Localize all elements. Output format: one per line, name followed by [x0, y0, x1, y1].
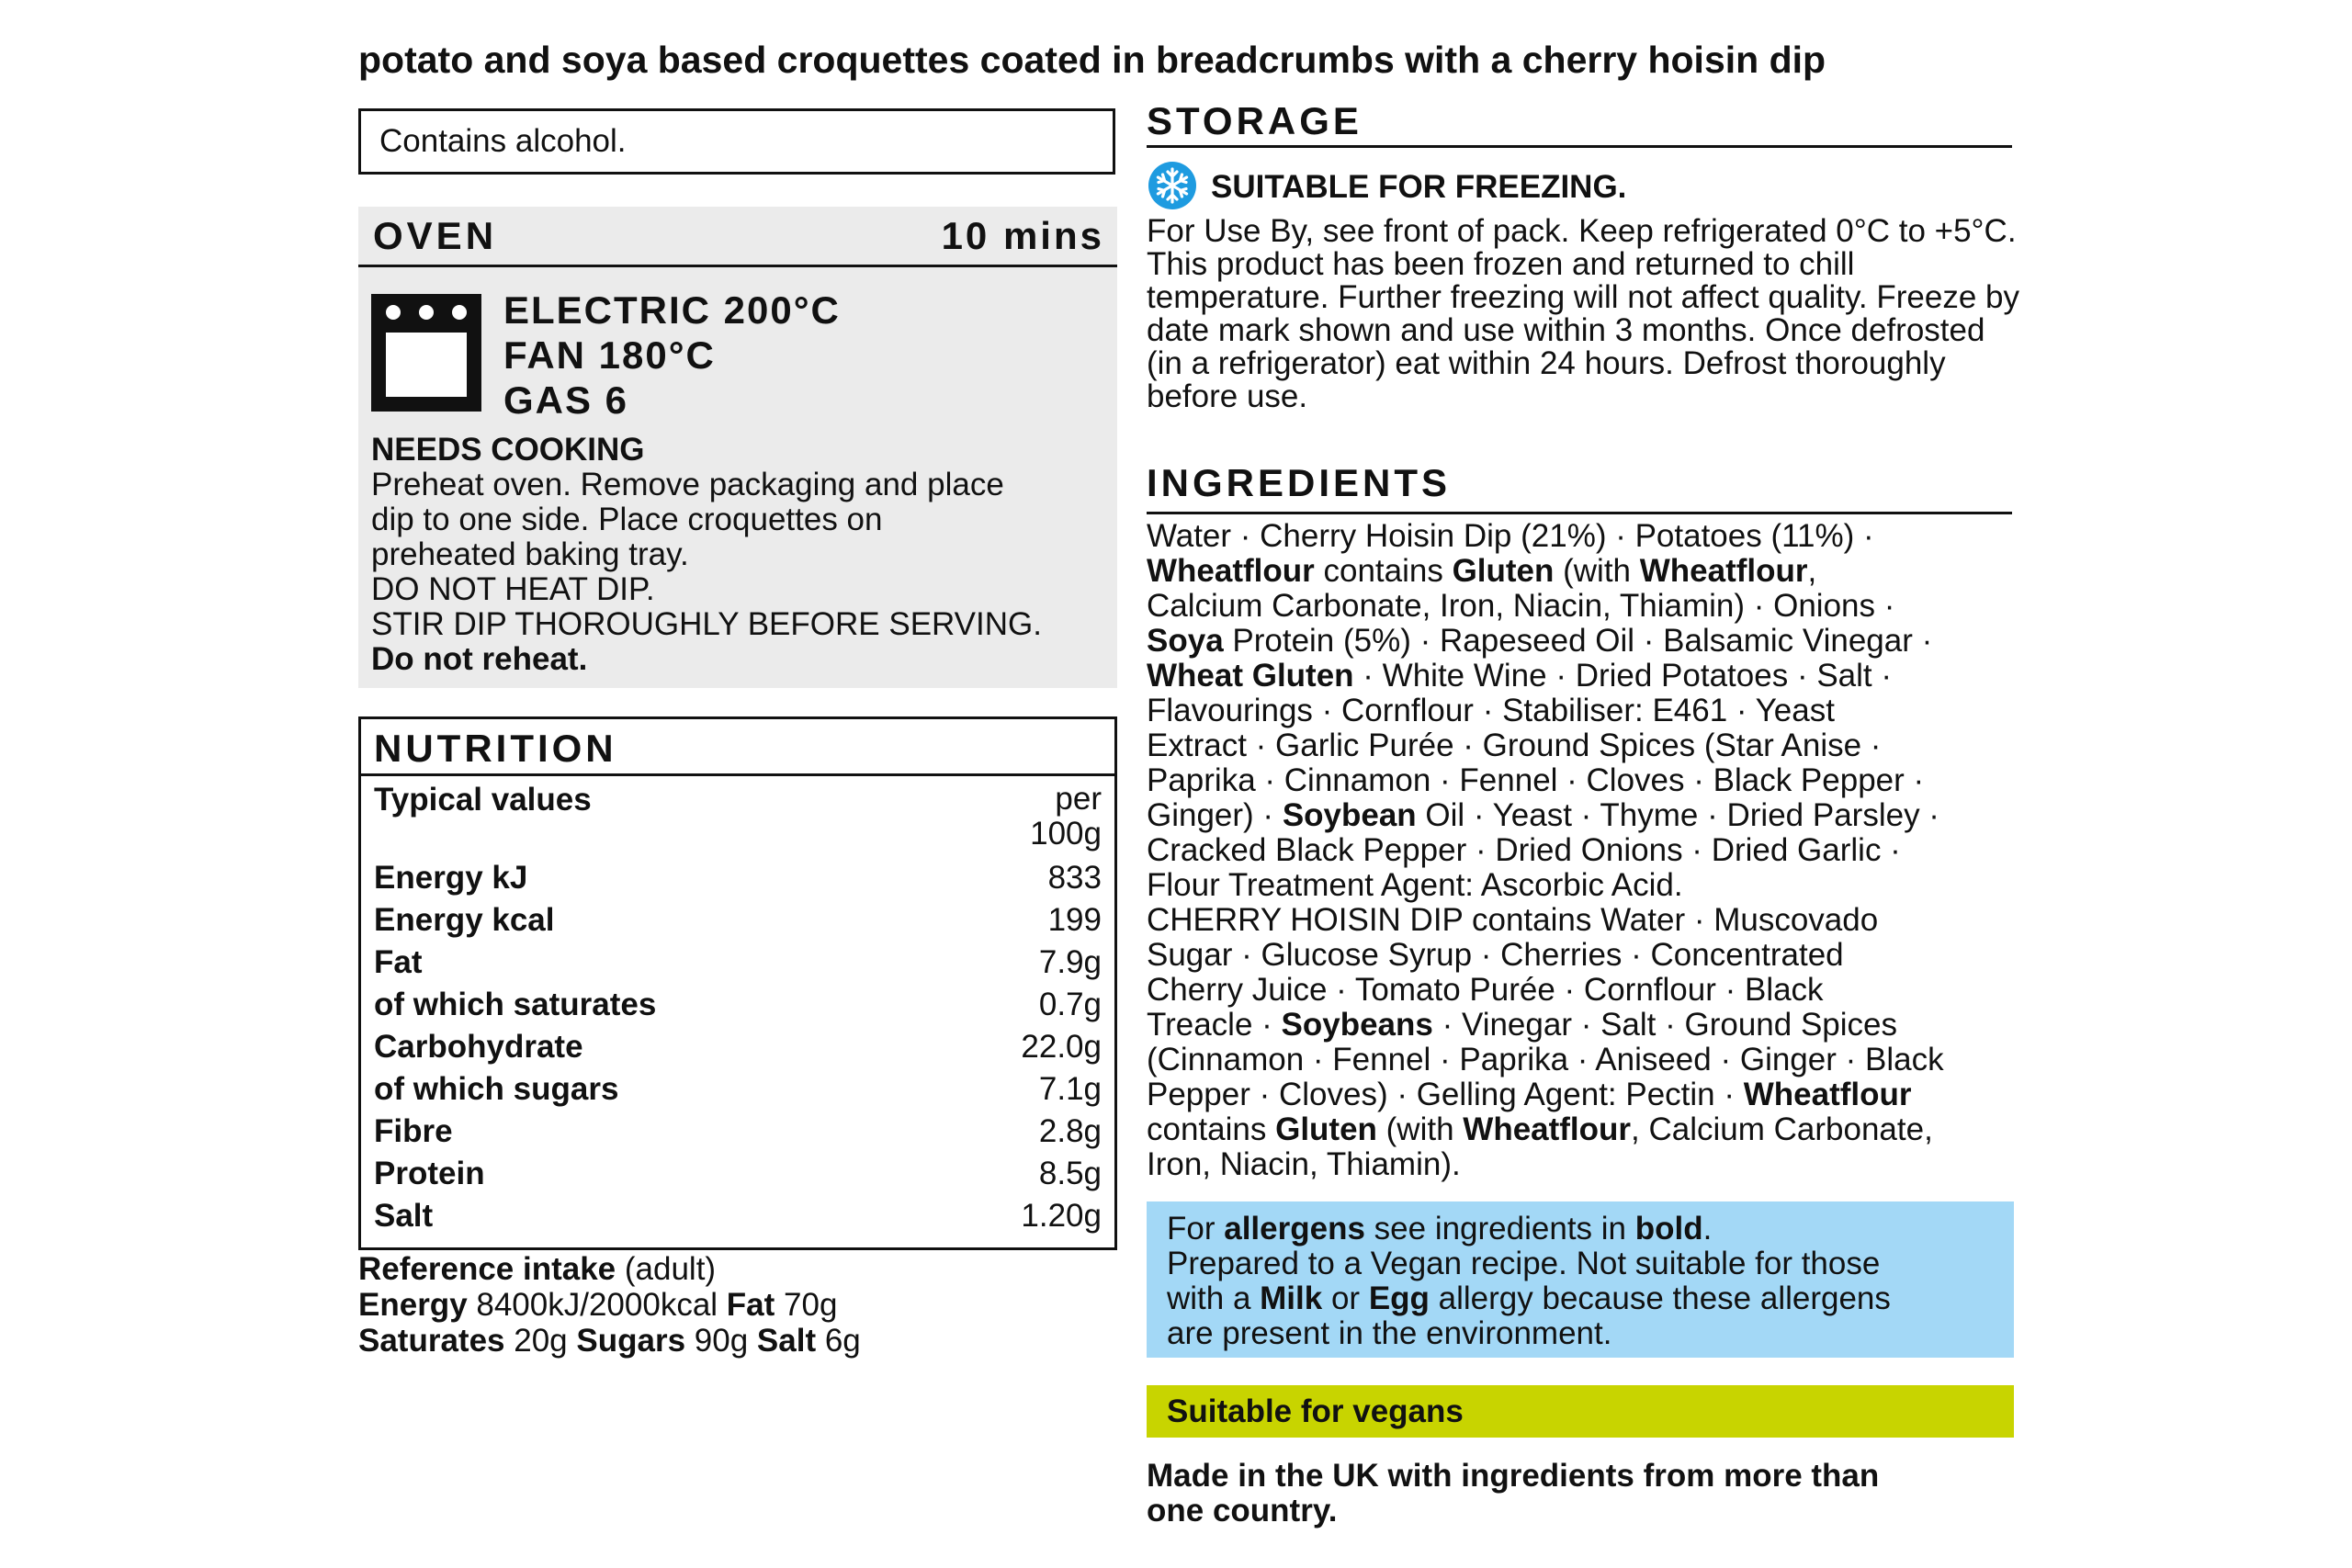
ref-label: Saturates [358, 1323, 505, 1359]
origin-statement [1147, 1459, 1879, 1529]
nutrition-heading: NUTRITION [374, 727, 617, 770]
allergen-text: Soybean [1282, 797, 1417, 833]
nutrition-row [374, 1029, 1102, 1071]
gas-mark: GAS 6 [503, 378, 629, 422]
allergen-advice-text: Prepared to a Vegan recipe. Not suitable for those [1167, 1246, 1881, 1281]
allergen-text: Wheatflour [1463, 1111, 1632, 1147]
typical-values-label: Typical values [374, 782, 592, 818]
ingredient-text: Protein (5%) · Rapeseed Oil · Balsamic Vinegar · [1223, 623, 1933, 659]
nutrient-label: of which saturates [374, 987, 657, 1022]
per-100g-label [1030, 782, 1102, 852]
oven-temperatures [503, 288, 841, 423]
instruction-line: STIR DIP THOROUGHLY BEFORE SERVING. [371, 606, 1042, 642]
ingredient-text: Flour Treatment Agent: Ascorbic Acid. [1147, 867, 1683, 903]
allergen-text: Gluten [1452, 553, 1555, 589]
ingredient-text: Treacle · [1147, 1007, 1282, 1043]
allergen-advice-text: . [1702, 1211, 1713, 1247]
ingredient-text: contains [1314, 553, 1453, 589]
vegan-badge: Suitable for vegans [1147, 1385, 2014, 1438]
ref-text: 70g [775, 1287, 838, 1323]
100g-label: 100g [1030, 816, 1102, 852]
nutrient-label: Energy kcal [374, 902, 555, 938]
nutrient-label: Fat [374, 944, 423, 980]
ingredient-text: Pepper · Cloves) · Gelling Agent: Pectin · [1147, 1077, 1744, 1112]
ingredient-text: Ginger) · [1147, 797, 1283, 833]
nutrient-label: Salt [374, 1198, 434, 1234]
ref-label: Sugars [576, 1323, 686, 1359]
nutrient-value: 833 [1047, 860, 1102, 896]
nutrient-label: of which sugars [374, 1071, 619, 1107]
allergen-advice-text: or [1322, 1280, 1369, 1316]
ingredients-heading: INGREDIENTS [1147, 461, 2012, 514]
allergen-advice-box [1147, 1201, 2014, 1358]
nutrient-value: 2.8g [1038, 1113, 1102, 1149]
ref-text: 90g [685, 1323, 757, 1359]
ingredient-text: · Vinegar · Salt · Ground Spices [1432, 1007, 1898, 1043]
ingredient-text: , [1807, 553, 1817, 589]
nutrition-row [374, 1071, 1102, 1113]
ref-label: Fat [726, 1287, 775, 1323]
ingredient-text: Oil · Yeast · Thyme · Dried Parsley · [1416, 797, 1939, 833]
nutrition-row [374, 860, 1102, 902]
ingredient-text: · White Wine · Dried Potatoes · Salt · [1353, 658, 1893, 694]
ingredient-text: Cracked Black Pepper · Dried Onions · Dried Garlic · [1147, 832, 1901, 868]
ref-label: Salt [756, 1323, 817, 1359]
nutrient-label: Energy kJ [374, 860, 528, 896]
nutrient-value: 199 [1047, 902, 1102, 938]
allergen-text: Gluten [1275, 1111, 1377, 1147]
ingredient-text: Water · Cherry Hoisin Dip (21%) · Potatoes (11%) · [1147, 518, 1874, 554]
nutrition-row [374, 1156, 1102, 1198]
nutrient-value: 22.0g [1021, 1029, 1102, 1065]
nutrient-value: 8.5g [1038, 1156, 1102, 1191]
allergen-advice-bold: Milk [1260, 1280, 1323, 1316]
oven-label: OVEN [373, 214, 498, 257]
ingredient-text: contains [1147, 1111, 1276, 1147]
allergen-advice-text: see ingredients in [1364, 1211, 1635, 1247]
instruction-line: preheated baking tray. [371, 536, 689, 572]
typical-values-row [374, 782, 1102, 855]
ref-label: Energy [358, 1287, 468, 1323]
ref-text: 6g [816, 1323, 861, 1359]
nutrition-row [374, 902, 1102, 944]
ref-text: 20g [504, 1323, 577, 1359]
origin-line: Made in the UK with ingredients from more than [1147, 1458, 1880, 1494]
alcohol-notice: Contains alcohol. [358, 108, 1115, 175]
nutrient-value: 1.20g [1021, 1198, 1102, 1234]
nutrient-label: Fibre [374, 1113, 453, 1149]
nutrition-table [358, 716, 1117, 1250]
oven-panel [358, 207, 1117, 688]
reference-intake [358, 1251, 861, 1359]
allergen-text: Wheatflour [1743, 1077, 1912, 1112]
allergen-advice-text: For [1167, 1211, 1225, 1247]
oven-icon [371, 294, 481, 412]
ingredient-text: Flavourings · Cornflour · Stabiliser: E461 · Yeast [1147, 693, 1835, 728]
ingredient-text: Extract · Garlic Purée · Ground Spices (Star Anise · [1147, 728, 1882, 763]
instruction-line: DO NOT HEAT DIP. [371, 571, 655, 607]
nutrient-value: 7.1g [1038, 1071, 1102, 1107]
oven-header [358, 207, 1117, 267]
ref-text: 8400kJ/2000kcal [467, 1287, 727, 1323]
instruction-line: Do not reheat. [371, 641, 588, 677]
cooking-instructions [371, 433, 1106, 677]
ingredient-text: Cherry Juice · Tomato Purée · Cornflour · Black [1147, 972, 1824, 1008]
nutrition-row [374, 1113, 1102, 1156]
nutrient-label: Carbohydrate [374, 1029, 583, 1065]
storage-heading: STORAGE [1147, 99, 2012, 148]
freezing-notice: SUITABLE FOR FREEZING. [1211, 169, 1627, 205]
nutrition-row [374, 987, 1102, 1029]
nutrient-value: 7.9g [1038, 944, 1102, 980]
instruction-line: dip to one side. Place croquettes on [371, 502, 883, 537]
per-label: per [1055, 781, 1102, 817]
ingredient-text: Sugar · Glucose Syrup · Cherries · Concentrated [1147, 937, 1844, 973]
storage-instructions: For Use By, see front of pack. Keep refrigerated 0°C to +5°C. This product has been frozen and returned to chill temperature. Further freezing will not affect quality. Freeze by date mark shown and use within 3 months. Once defrosted (in a refrigerator) eat within 24 hours. Defrost thoroughly before use. [1147, 213, 2019, 414]
instruction-line: Preheat oven. Remove packaging and place [371, 467, 1004, 502]
nutrient-value: 0.7g [1038, 987, 1102, 1022]
oven-time: 10 mins [941, 214, 1104, 257]
ingredient-text: CHERRY HOISIN DIP contains Water · Muscovado [1147, 902, 1879, 938]
ingredient-text: (with [1376, 1111, 1464, 1147]
ingredients-list [1147, 519, 2019, 1182]
allergen-advice-text: with a [1167, 1280, 1261, 1316]
ingredient-text: (with [1554, 553, 1640, 589]
allergen-text: Wheatflour [1639, 553, 1808, 589]
allergen-advice-bold: allergens [1224, 1211, 1365, 1247]
ref-heading: Reference intake [358, 1251, 616, 1287]
allergen-text: Wheatflour [1147, 553, 1315, 589]
allergen-advice-bold: bold [1634, 1211, 1703, 1247]
allergen-text: Soya [1147, 623, 1224, 659]
electric-temp: ELECTRIC 200°C [503, 288, 841, 332]
fan-temp: FAN 180°C [503, 333, 716, 377]
allergen-text: Soybeans [1281, 1007, 1433, 1043]
ingredient-text: Calcium Carbonate, Iron, Niacin, Thiamin) · Onions · [1147, 588, 1895, 624]
allergen-text: Wheat Gluten [1147, 658, 1354, 694]
needs-cooking-heading: NEEDS COOKING [371, 432, 645, 468]
ref-text: (adult) [616, 1251, 717, 1287]
nutrition-header [361, 719, 1114, 776]
origin-line: one country. [1147, 1493, 1338, 1529]
allergen-advice-text: are present in the environment. [1167, 1315, 1612, 1351]
ingredient-text: , Calcium Carbonate, [1631, 1111, 1933, 1147]
nutrient-label: Protein [374, 1156, 485, 1191]
nutrition-row [374, 944, 1102, 987]
product-title: potato and soya based croquettes coated in breadcrumbs with a cherry hoisin dip [358, 39, 1826, 81]
ingredient-text: (Cinnamon · Fennel · Paprika · Aniseed · Ginger · Black [1147, 1042, 1944, 1077]
nutrition-row [374, 1198, 1102, 1240]
ingredient-text: Iron, Niacin, Thiamin). [1147, 1146, 1461, 1182]
allergen-advice-bold: Egg [1368, 1280, 1430, 1316]
allergen-advice-text: allergy because these allergens [1429, 1280, 1891, 1316]
ingredient-text: Paprika · Cinnamon · Fennel · Cloves · Black Pepper · [1147, 762, 1925, 798]
snowflake-icon [1148, 162, 1196, 209]
